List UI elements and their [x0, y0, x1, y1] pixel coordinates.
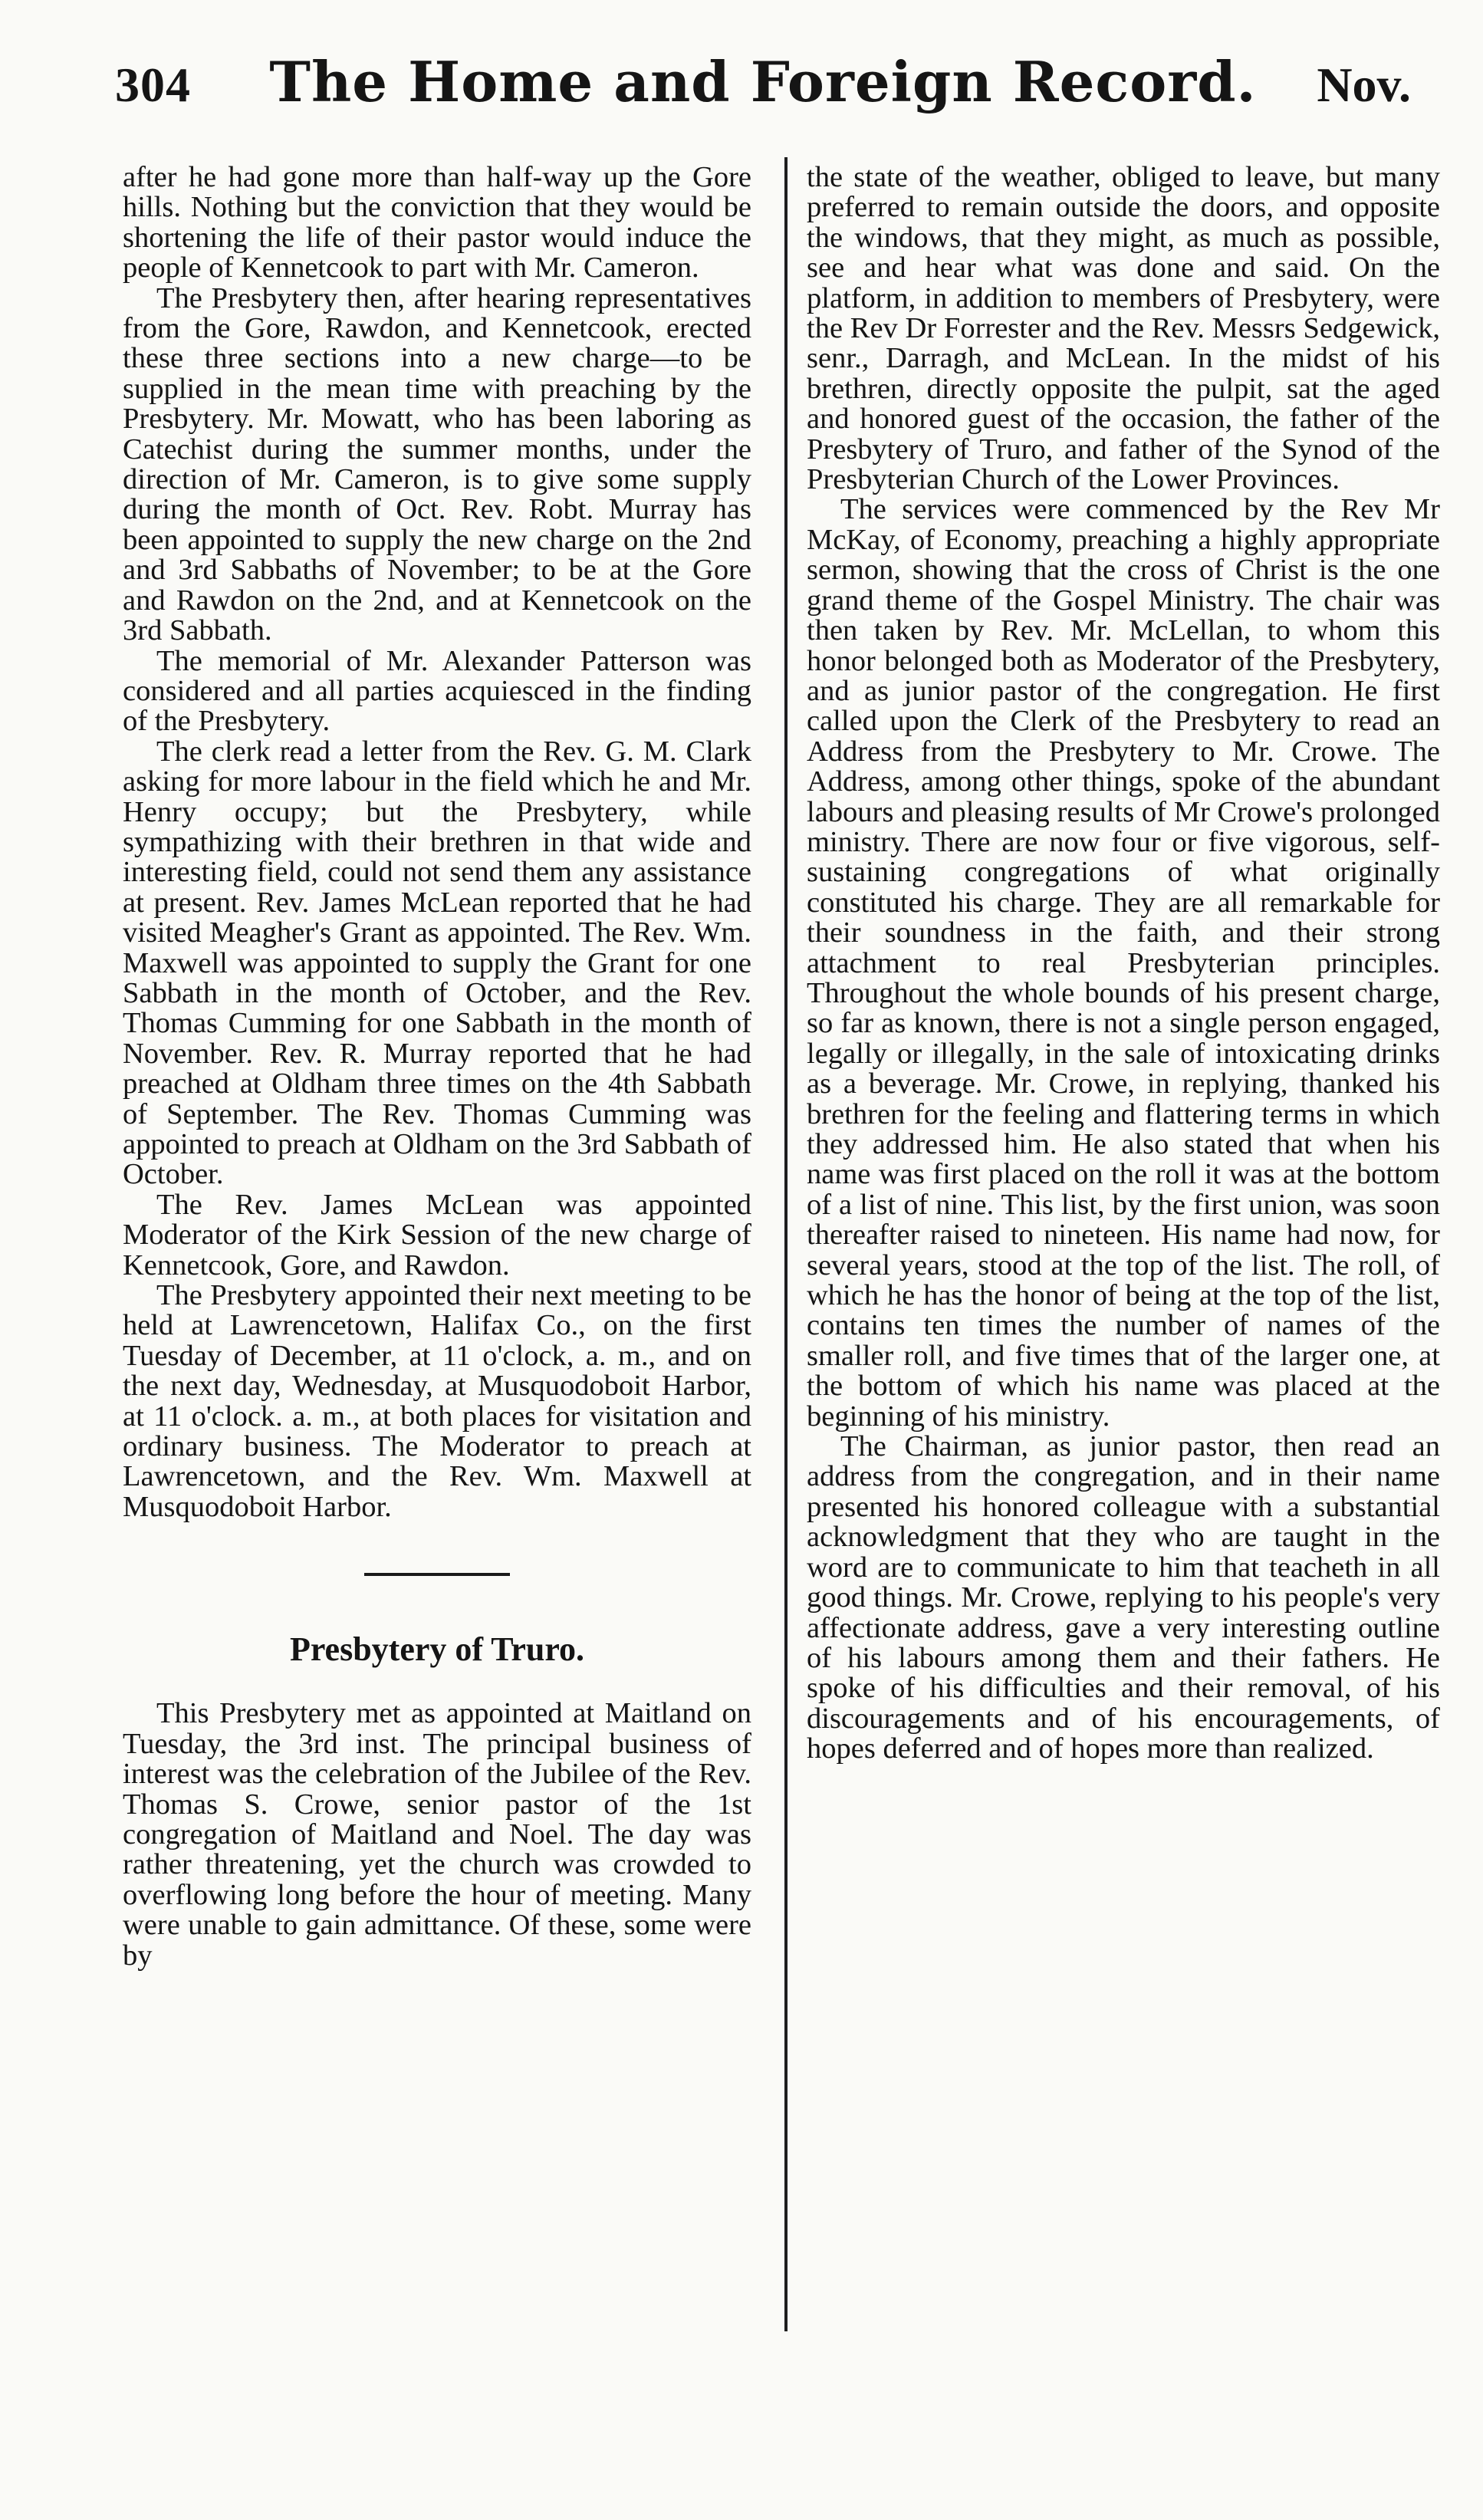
column-divider — [784, 157, 788, 2331]
left-column — [123, 163, 751, 1971]
paragraph: The Presbytery then, after hearing representatives from the Gore, Rawdon, and Kennetcook, erected these three sections into a new charge—to be supplied in the mean time with preaching by the Presbytery. Mr. Mowatt, who has been laboring as Catechist during the summer months, under the direction of Mr. Cameron, is to give some supply during the month of Oct. Rev. Robt. Murray has been appointed to supply the new charge on the 2nd and 3rd Sabbaths of November; to be at the Gore and Rawdon on the 2nd, and at Kennetcook on the 3rd Sabbath. — [123, 281, 751, 647]
journal-title: The Home and Foreign Record. — [269, 49, 1257, 114]
paragraph: The Rev. James McLean was appointed Moderator of the Kirk Session of the new charge of Kennetcook, Gore, and Rawdon. — [123, 1188, 751, 1281]
paragraph: The clerk read a letter from the Rev. G. M. Clark asking for more labour in the field which he and Mr. Henry occupy; but the Presbytery, while sympathizing with their brethren in that wide and interesting field, could not send them any assistance at present. Rev. James McLean reported that he had visited Meagher's Grant as appointed. The Rev. Wm. Maxwell was appointed to supply the Grant for one Sabbath in the month of October, and the Rev. Thomas Cumming for one Sabbath in the month of November. Rev. R. Murray reported that he had preached at Oldham three times on the 4th Sabbath of September. The Rev. Thomas Cumming was appointed to preach at Oldham on the 3rd Sabbath of October. — [123, 735, 751, 1191]
paragraph: The services were commenced by the Rev Mr McKay, of Economy, preaching a highly appropriate sermon, showing that the cross of Christ is the one grand theme of the Gospel Ministry. The chair was then taken by Rev. Mr. McLellan, to whom this honor belonged both as Moderator of the Presbytery, and as junior pastor of the congregation. He first called upon the Clerk of the Presbytery to read an Address from the Presbytery to Mr. Crowe. The Address, among other things, spoke of the abundant labours and pleasing results of Mr Crowe's prolonged ministry. There are now four or five vigorous, self-sustaining congregations of what originally constituted his charge. They are all remarkable for their soundness in the faith, and their strong attachment to real Presbyterian principles. Throughout the whole bounds of his present charge, so far as known, there is not a single person engaged, legally or illegally, in the sale of intoxicating drinks as a beverage. Mr. Crowe, in replying, thanked his brethren for the feeling and flattering terms in which they addressed him. He also stated that when his name was first placed on the roll it was at the bottom of a list of nine. This list, by the first union, was soon thereafter raised to nineteen. His name had now, for several years, stood at the top of the list. The roll, of which he has the honor of being at the top of the list, contains ten times the number of names of the smaller roll, and five times that of the larger one, at the bottom of which his name was placed at the beginning of his ministry. — [807, 493, 1440, 1433]
right-column — [807, 163, 1440, 1765]
paragraph: The Presbytery appointed their next meeting to be held at Lawrencetown, Halifax Co., on the first Tuesday of December, at 11 o'clock, a. m., and on the next day, Wednesday, at Musquodoboit Harbor, at 11 o'clock. a. m., at both places for visitation and ordinary business. The Moderator to preach at Lawrencetown, and the Rev. Wm. Maxwell at Musquodoboit Harbor. — [123, 1279, 751, 1523]
section-rule — [364, 1573, 510, 1576]
issue-month: Nov. — [1317, 58, 1411, 112]
paragraph: The memorial of Mr. Alexander Patterson was considered and all parties acquiesced in the finding of the Presbytery. — [123, 644, 751, 738]
paragraph: after he had gone more than half-way up the Gore hills. Nothing but the conviction that they would be shortening the life of their pastor would induce the people of Kennetcook to part with Mr. Cameron. — [123, 161, 751, 285]
paragraph: The Chairman, as junior pastor, then read an address from the congregation, and in their name presented his honored colleague with a substantial acknowledgment that they who are taught in the word are to communicate to him that teacheth in all good things. Mr. Crowe, replying to his people's very affectionate address, gave a very interesting outline of his labours among them and their fathers. He spoke of his difficulties and their removal, of his discouragements and of his encouragements, of hopes deferred and of hopes more than realized. — [807, 1430, 1440, 1765]
page-number: 304 — [115, 58, 191, 112]
section-heading: Presbytery of Truro. — [289, 1630, 585, 1669]
paragraph: the state of the weather, obliged to leave, but many preferred to remain outside the doors, and opposite the windows, that they might, as much as possible, see and hear what was done and said. On the platform, in addition to members of Presbytery, were the Rev Dr Forrester and the Rev. Messrs Sedgewick, senr., Darragh, and McLean. In the midst of his brethren, directly opposite the pulpit, sat the aged and honored guest of the occasion, the father of the Presbytery of Truro, and father of the Synod of the Presbyterian Church of the Lower Provinces. — [807, 161, 1440, 496]
running-header — [115, 49, 1411, 138]
paragraph: This Presbytery met as appointed at Maitland on Tuesday, the 3rd inst. The principal business of interest was the celebration of the Jubilee of the Rev. Thomas S. Crowe, senior pastor of the 1st congregation of Maitland and Noel. The day was rather threatening, yet the church was crowded to overflowing long before the hour of meeting. Many were unable to gain admittance. Of these, some were by — [123, 1697, 751, 1972]
